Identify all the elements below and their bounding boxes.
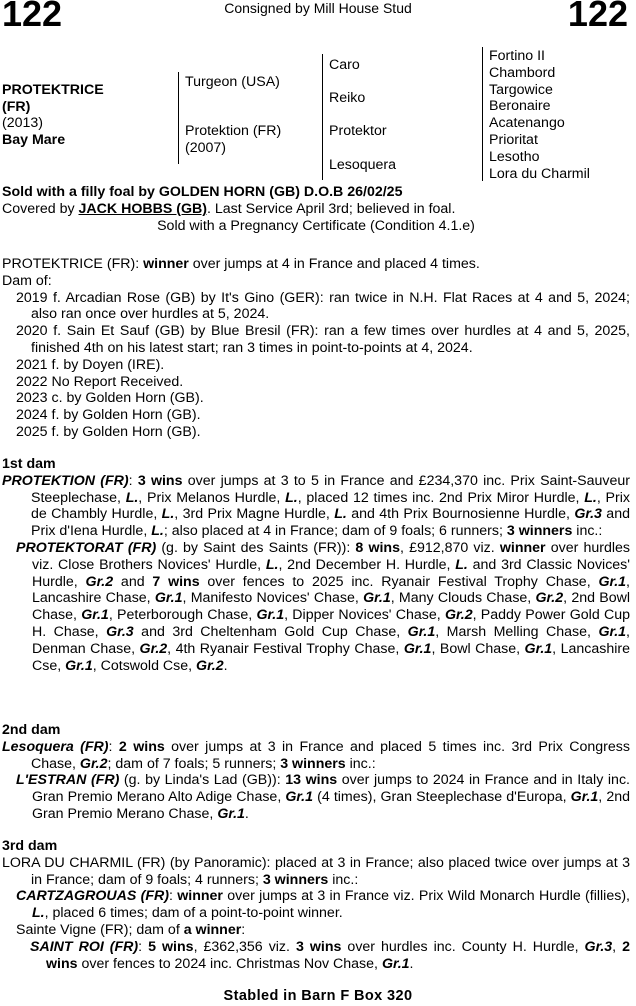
pedigree-dam-sire: Protektor [329, 123, 387, 139]
second-dam-record: Lesoquera (FR): 2 wins over jumps at 3 in France and placed 5 times inc. 3rd Prix Congress Chase, Gr.2; dam of 7 foals; 5 runners; 3 winners inc.: [2, 738, 630, 772]
dam-of-label: Dam of: [2, 272, 52, 289]
horse-description: Bay Mare [2, 132, 66, 148]
pedigree-sire: Turgeon (USA) [185, 74, 280, 90]
pedigree-divider-3 [482, 47, 483, 181]
g4-ancestor: Acatenango [489, 115, 565, 132]
third-dam-heading: 3rd dam [2, 838, 58, 854]
produce-item: 2025 f. by Golden Horn (GB). [16, 423, 201, 440]
sold-with-foal: Sold with a filly foal by GOLDEN HORN (GB) D.O.B 26/02/25 [2, 184, 403, 200]
produce-item: 2023 c. by Golden Horn (GB). [16, 390, 204, 407]
horse-year: (2013) [2, 115, 44, 131]
third-dam-offspring-1: CARTZAGROUAS (FR): winner over jumps at 3 in France viz. Prix Wild Monarch Hurdle (fillies), L., placed 6 times; dam of a point-to-point winner. [16, 888, 630, 922]
horse-name-line1: PROTEKTRICE [2, 82, 104, 98]
sale-notes [2, 184, 630, 234]
g4-ancestor: Lora du Charmil [489, 165, 590, 182]
produce-item: 2022 No Report Received. [16, 373, 184, 390]
produce-item: 2024 f. by Golden Horn (GB). [16, 407, 201, 424]
pregnancy-certificate: Sold with a Pregnancy Certificate (Condition 4.1.e) [157, 217, 475, 234]
pedigree-dam: Protektion (FR) [185, 123, 282, 139]
pedigree-divider-1 [178, 72, 179, 164]
second-dam-son-record: L'ESTRAN (FR) (g. by Linda's Lad (GB)): 13 wins over jumps to 2024 in France and in Italy inc. Gran Premio Merano Alto Adige Chase, Gr.1 (4 times), Gran Steeplechase d'Europa, Gr.1, 2nd Gran Premio Merano Chase, Gr.1. [16, 772, 631, 822]
produce-item: 2021 f. by Doyen (IRE). [16, 356, 165, 373]
produce-item: 2020 f. Sain Et Sauf (GB) by Blue Bresil (FR): ran a few times over hurdles at 4 and 5, 2025, finished 4th on his latest start; ran 3 times in point-to-points at 4, 2024. [16, 323, 630, 356]
g4-ancestor: Lesotho [489, 148, 540, 165]
third-dam-record: LORA DU CHARMIL (FR) (by Panoramic): placed at 3 in France; also placed twice over jumps at 3 in France; dam of 9 foals; 4 runners; 3 winners inc.: [2, 854, 630, 888]
third-dam-grand-offspring: SAINT ROI (FR): 5 wins, £362,356 viz. 3 wins over hurdles inc. County H. Hurdle, Gr.3, 2 wins over fences to 2024 inc. Christmas Nov Chase, Gr.1. [30, 938, 630, 972]
pedigree-fourth-generation [489, 48, 590, 182]
pedigree-sire-sire: Caro [329, 57, 360, 73]
stabling-footer: Stabled in Barn F Box 320 [223, 988, 413, 1004]
lot-number-left: 122 [2, 0, 63, 34]
produce-intro: PROTEKTRICE (FR): winner over jumps at 4 in France and placed 4 times. [2, 256, 480, 272]
pedigree-sire-dam: Reiko [329, 90, 366, 106]
horse-name [2, 82, 104, 115]
pedigree-dam-dam: Lesoquera [329, 157, 397, 173]
second-dam-section [2, 722, 630, 823]
consignor: Consigned by Mill House Stud [224, 0, 412, 16]
third-dam-offspring-2: Sainte Vigne (FR); dam of a winner: [16, 921, 246, 938]
covered-sire: JACK HOBBS (GB) [78, 200, 207, 217]
produce-item: 2019 f. Arcadian Rose (GB) by It's Gino (GER): ran twice in N.H. Flat Races at 4 and 5, 2024; also ran once over hurdles at 5, 2024. [16, 289, 630, 323]
g4-ancestor: Prioritat [489, 131, 538, 148]
g4-ancestor: Beronaire [489, 98, 551, 115]
first-dam-son-record: PROTEKTORAT (FR) (g. by Saint des Saints (FR)): 8 wins, £912,870 viz. winner over hurdles viz. Close Brothers Novices' Hurdle, L., 2nd December H. Hurdle, L. and 3rd Classic Novices' Hurdle, Gr.2 and 7 wins over fences to 2025 inc. Ryanair Festival Trophy Chase, Gr.1, Lancashire Chase, Gr.1, Manifesto Novices' Chase, Gr.1, Many Clouds Chase, Gr.2, 2nd Bowl Chase, Gr.1, Peterborough Chase, Gr.1, Dipper Novices' Chase, Gr.2, Paddy Power Gold Cup H. Chase, Gr.3 and 3rd Cheltenham Gold Cup Chase, Gr.1, Marsh Melling Chase, Gr.1, Denman Chase, Gr.2, 4th Ryanair Festival Trophy Chase, Gr.1, Bowl Chase, Gr.1, Lancashire Cse, Gr.1, Cotswold Cse, Gr.2. [16, 539, 631, 674]
first-dam-section [2, 456, 630, 674]
g4-ancestor: Chambord [489, 64, 556, 81]
third-dam-section [2, 838, 630, 972]
covered-by: Covered by JACK HOBBS (GB). Last Service April 3rd; believed in foal. [2, 200, 456, 217]
produce-record [2, 256, 630, 441]
pedigree-divider-2 [322, 54, 323, 180]
second-dam-heading: 2nd dam [2, 722, 61, 738]
pedigree-dam-year: (2007) [185, 140, 227, 156]
horse-name-line2: (FR) [2, 98, 31, 115]
lot-number-right: 122 [567, 0, 628, 34]
first-dam-heading: 1st dam [2, 456, 56, 472]
first-dam-record: PROTEKTION (FR): 3 wins over jumps at 3 to 5 in France and £234,370 inc. Prix Saint-Sauveur Steeplechase, L., Prix Melanos Hurdle, L., placed 12 times inc. 2nd Prix Miror Hurdle, L., Prix de Chambly Hurdle, L., 3rd Prix Magne Hurdle, L. and 4th Prix Bournosienne Hurdle, Gr.3 and Prix d'Iena Hurdle, L.; also placed at 4 in France; dam of 9 foals; 6 runners; 3 winners inc.: [2, 472, 630, 540]
g4-ancestor: Fortino II [489, 48, 545, 64]
g4-ancestor: Targowice [489, 81, 553, 98]
